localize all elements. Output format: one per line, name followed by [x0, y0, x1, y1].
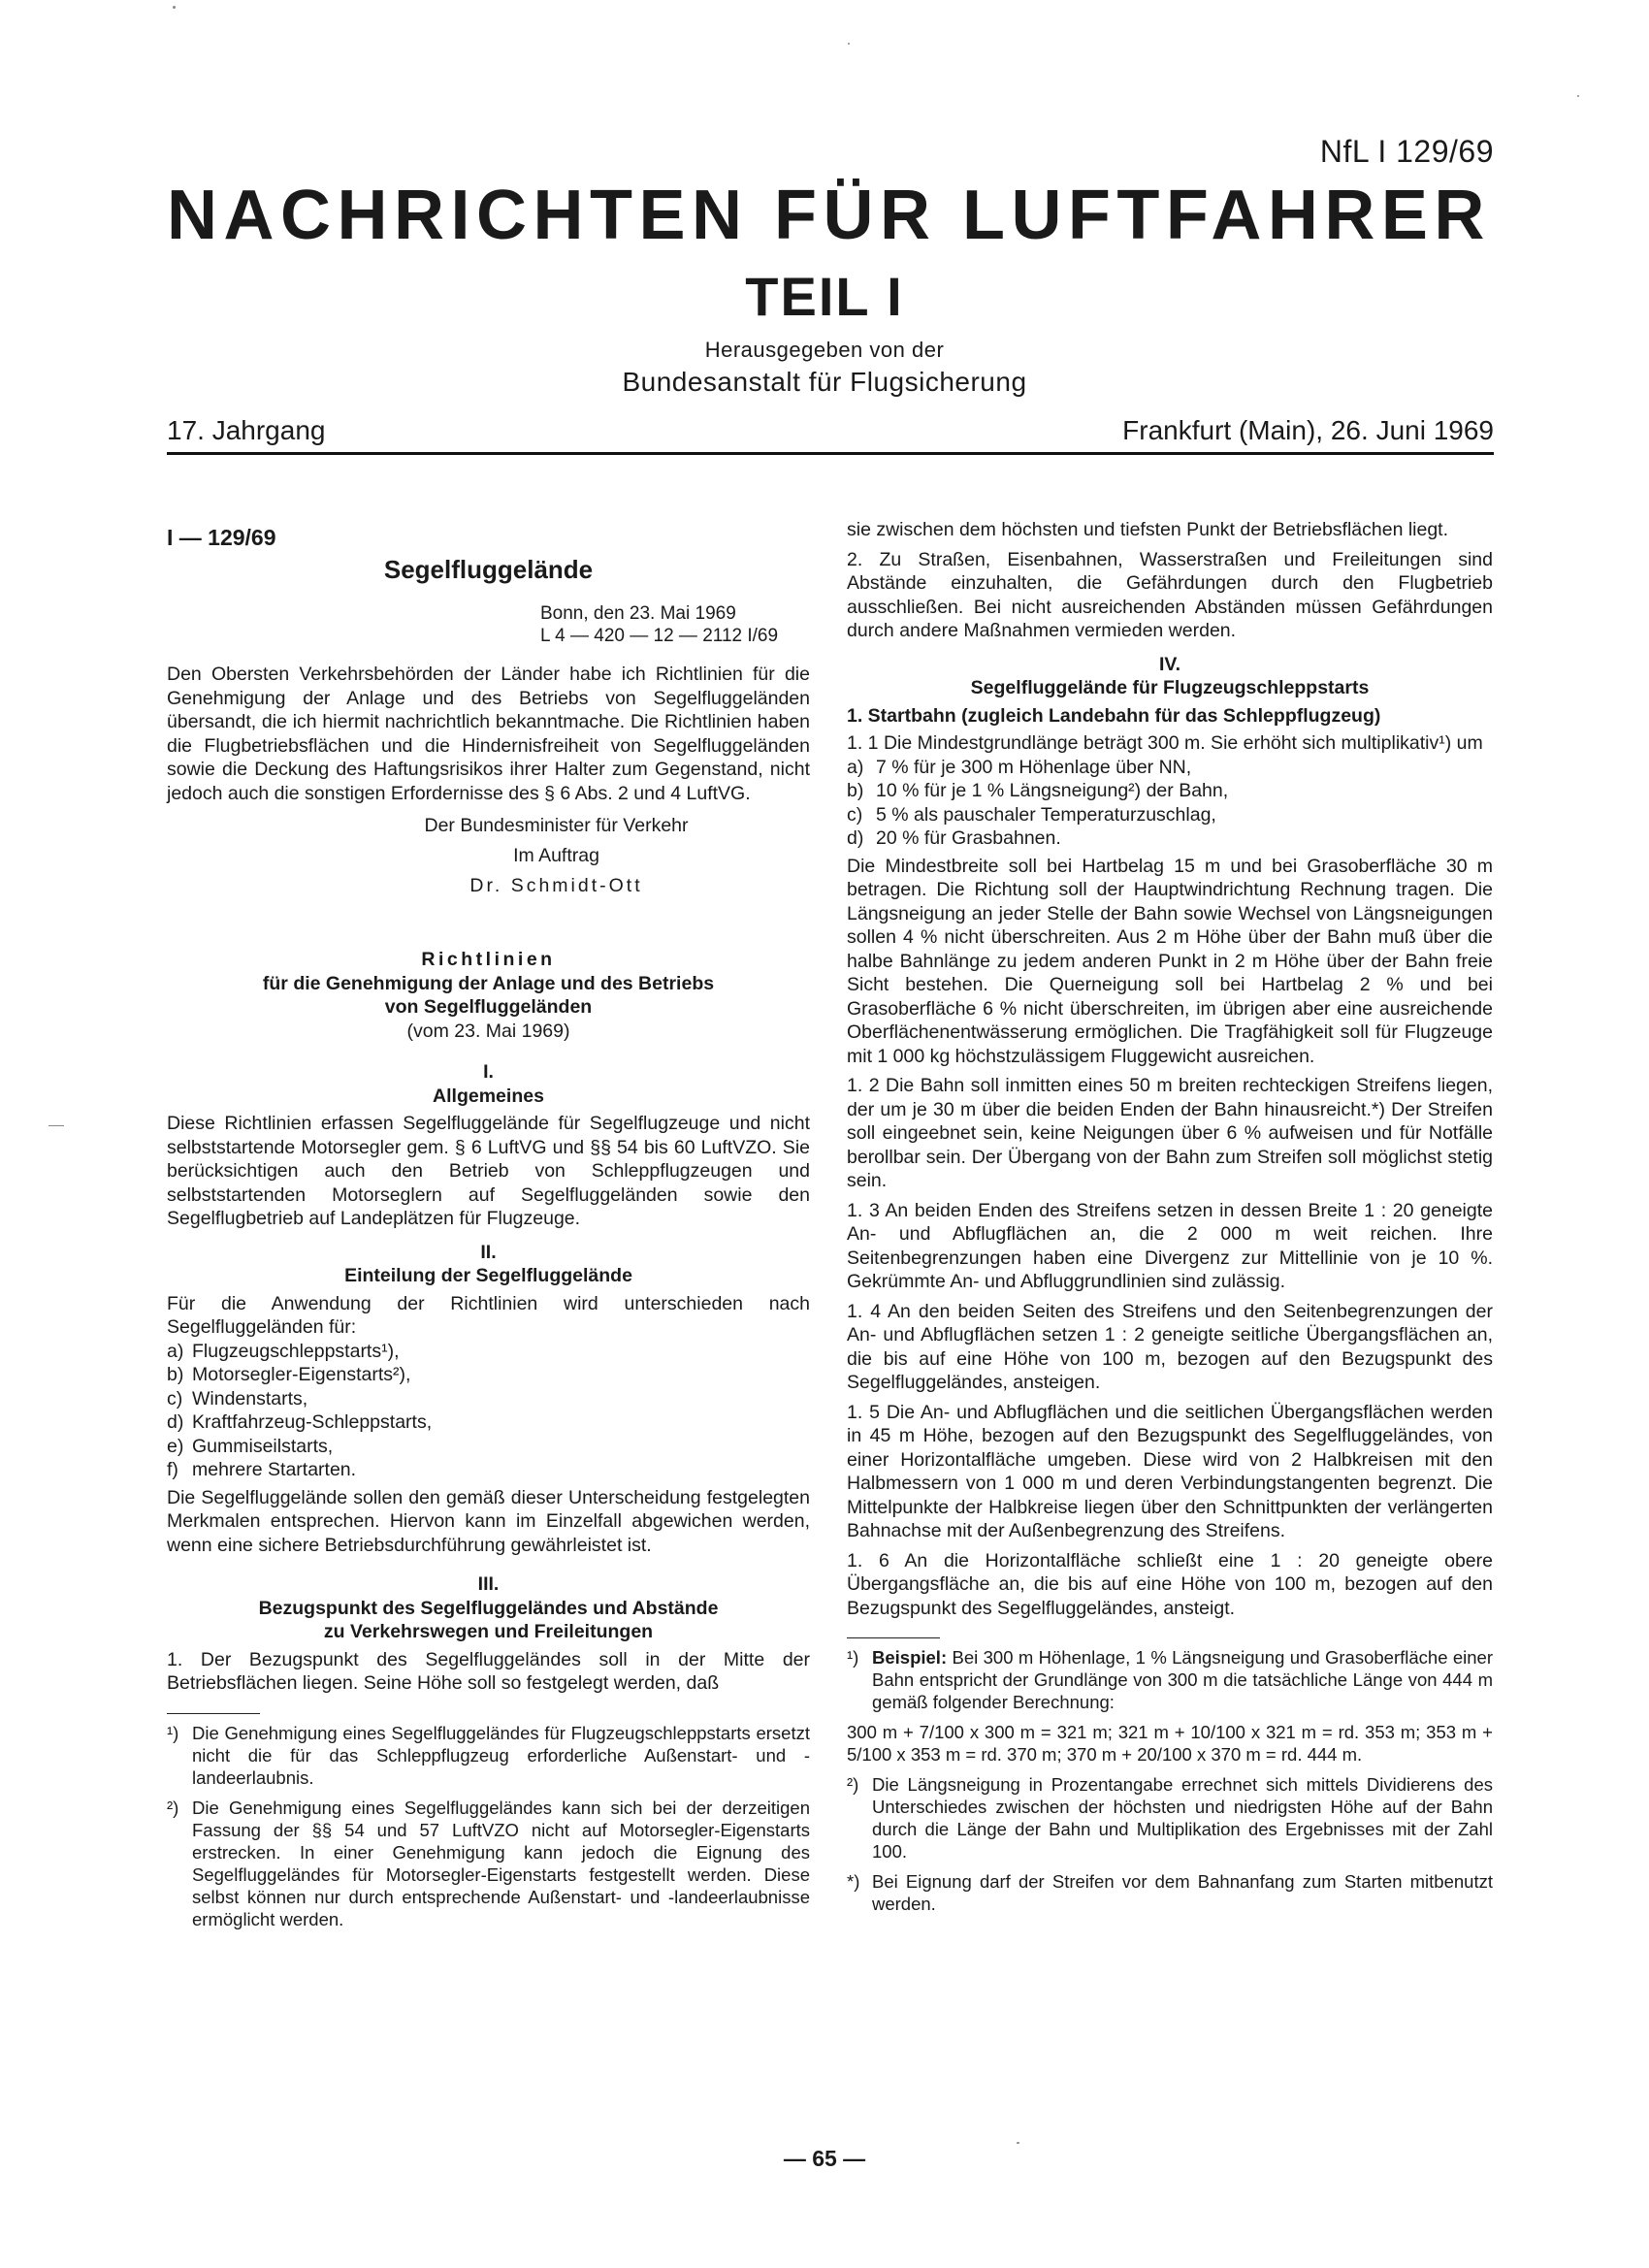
footnote-mark: ²)	[847, 1774, 859, 1795]
footnote	[167, 1797, 810, 1930]
list-item	[167, 1340, 810, 1364]
section-text: Für die Anwendung der Richtlinien wird unterschieden nach Segelfluggeländen für:	[167, 1292, 810, 1338]
list-label: a)	[847, 756, 864, 778]
section-number: III.	[477, 1573, 500, 1595]
list-text: mehrere Startarten.	[192, 1459, 357, 1480]
section-text: 1. 6 An die Horizontalfläche schließt eine 1 : 20 geneigte obere Übergangsfläche an, die bis auf eine Höhe von 100 m, bezogen auf den Bezugspunkt des Segelfluggeländes, ansteigt.	[847, 1549, 1493, 1619]
notice-heading: Segelfluggelände	[383, 554, 594, 584]
guidelines-subtitle: von Segelfluggeländen	[384, 996, 593, 1018]
place-date: Frankfurt (Main), 26. Juni 1969	[1122, 415, 1494, 445]
list-text: 7 % für je 300 m Höhenlage über NN,	[876, 756, 1192, 778]
category-list	[167, 1340, 810, 1482]
section-title: Segelfluggelände für Flugzeugschleppstarts	[970, 677, 1370, 698]
section-text: 1. Der Bezugspunkt des Segelfluggeländes soll in der Mitte der Betriebsflächen liegen. Seine Höhe soll so festgelegt werden, daß	[167, 1648, 810, 1694]
page-number: — 65 —	[783, 2146, 866, 2171]
notice-place-date: Bonn, den 23. Mai 1969	[540, 603, 736, 624]
scan-speck	[173, 6, 176, 9]
section-text: Diese Richtlinien erfassen Segelfluggelände für Segelflugzeuge und nicht selbststartende Motorsegler gem. § 6 LuftVG und §§ 54 bis 60 LuftVZO. Sie berücksichtigen auch den Betrieb von Schleppflugzeugen und selbststartenden Motorseglern auf Segelfluggeländen sowie den Segelflugbetrieb auf Landeplätzen für Flugzeuge.	[167, 1113, 810, 1229]
footnote-text: Die Genehmigung eines Segelfluggeländes kann sich bei der derzeitigen Fassung der §§ 54 und 57 LuftVZO nicht auf Motorsegler-Eigenstarts erstrecken. In einer Genehmigung kann jedoch die Eignung des Segelfluggeländes für Motorsegler-Eigenstarts festgestellt werden. Diese selbst können nur durch entsprechende Außenstart- und -landeerlaubnisse ermöglicht werden.	[192, 1797, 810, 1929]
scan-speck	[48, 1125, 64, 1126]
list-label: b)	[167, 1364, 184, 1385]
footnote-text: Die Genehmigung eines Segelfluggeländes für Flugzeugschleppstarts ersetzt nicht die für das Schleppflugzeug erforderliche Außenstart- und -landeerlaubnis.	[192, 1722, 810, 1788]
list-label: c)	[847, 803, 863, 826]
publication-part: TEIL I	[745, 266, 904, 327]
guidelines-subtitle: für die Genehmigung der Anlage und des Betriebs	[262, 972, 715, 994]
section-text: 1. 4 An den beiden Seiten des Streifens und den Seitenbegrenzungen der An- und Abflugflächen setzen 1 : 2 geneigte seitliche Übergangsflächen an, die bis auf eine Höhe von 100 m, bezogen auf den Bezugspunkt des Segelfluggeländes, ansteigen.	[847, 1300, 1493, 1393]
list-item	[167, 1435, 810, 1459]
list-text: Flugzeugschleppstarts¹),	[192, 1340, 400, 1362]
section-text: 1. 5 Die An- und Abflugflächen und die seitlichen Übergangsflächen werden in 45 m Höhe, bezogen auf den Bezugspunkt des Segelfluggeländes, von einer Horizontalfläche umgeben. Diese wird von 2 Halbkreisen mit den Halbmessern von 1 000 m und deren Verbindungstangenten begrenzt. Die Mittelpunkte der Halbkreise liegen über den Schnittpunkten der verlängerten Bahnachse mit der Außenbegrenzung des Streifens.	[847, 1401, 1493, 1541]
list-label: d)	[167, 1411, 184, 1433]
footnote	[167, 1722, 810, 1789]
footnote-mark: ¹)	[847, 1647, 859, 1668]
section-title: zu Verkehrswegen und Freileitungen	[323, 1621, 654, 1642]
footnote	[847, 1773, 1493, 1863]
scan-speck	[1577, 95, 1579, 97]
publication-title: NACHRICHTEN FÜR LUFTFAHRER	[167, 177, 1491, 254]
scan-speck	[1017, 2142, 1019, 2144]
list-item	[167, 1363, 810, 1387]
footnote-rule	[167, 1713, 260, 1714]
guidelines-title: Richtlinien	[421, 949, 556, 970]
list-label: e)	[167, 1435, 184, 1457]
list-item	[847, 756, 1493, 780]
list-item	[167, 1387, 810, 1411]
factor-list	[847, 756, 1493, 851]
list-label: b)	[847, 780, 864, 801]
section-number: IV.	[1158, 653, 1181, 675]
footnote-mark: ²)	[167, 1797, 179, 1818]
left-column	[167, 518, 810, 1938]
section-number: II.	[480, 1241, 497, 1263]
list-text: Windenstarts,	[192, 1387, 308, 1409]
footnote-label: Beispiel:	[872, 1647, 948, 1668]
notice-dateline	[540, 602, 810, 647]
list-text: 5 % als pauschaler Temperaturzuschlag,	[876, 803, 1216, 826]
signature-line: Im Auftrag	[513, 845, 599, 866]
signature-block	[303, 811, 810, 901]
notice-reference: L 4 — 420 — 12 — 2112 I/69	[540, 626, 779, 646]
footnote-mark: ¹)	[167, 1722, 179, 1743]
guidelines-date: (vom 23. Mai 1969)	[406, 1020, 570, 1042]
section-text: 1. 3 An beiden Enden des Streifens setzen in dessen Breite 1 : 20 geneigte An- und Abflugflächen an, die 2 000 m weit reichen. Ihre Seitenbegrenzungen haben eine Divergenz zur Mittellinie von je 10 %. Gekrümmte An- und Abfluggrundlinien sind zulässig.	[847, 1199, 1493, 1292]
section-text: 2. Zu Straßen, Eisenbahnen, Wasserstraßen und Freileitungen sind Abstände einzuhalten, die Gefährdungen durch den Flugbetrieb ausschließen. Bei nicht ausreichenden Abständen müssen Gefährdungen durch andere Maßnahmen vermieden werden.	[847, 548, 1493, 641]
signature-name: Dr. Schmidt-Ott	[469, 875, 643, 896]
notice-body: Den Obersten Verkehrsbehörden der Länder habe ich Richtlinien für die Genehmigung der Anlage und des Betriebs von Segelfluggeländen übersandt, die ich hiermit nachrichtlich bekanntmache. Die Richtlinien haben die Flugbetriebsflächen und die Hindernisfreiheit von Segelfluggeländen sowie die Deckung des Haftungsrisikos ihrer Halter zum Gegenstand, nicht jedoch auch die sonstigen Erfordernisse des § 6 Abs. 2 und 4 LuftVG.	[167, 664, 810, 804]
publisher-intro: Herausgegeben von der	[704, 338, 945, 362]
right-column	[847, 518, 1493, 1923]
section-text: Die Segelfluggelände sollen den gemäß dieser Unterscheidung festgelegten Merkmalen entsprechen. Hiervon kann im Einzelfall abgewichen werden, wenn eine sichere Betriebsdurchführung gewährleistet ist.	[167, 1486, 810, 1556]
section-title: Bezugspunkt des Segelfluggeländes und Abstände	[258, 1597, 719, 1619]
footnote-calculation: 300 m + 7/100 x 300 m = 321 m; 321 m + 10/100 x 321 m = rd. 353 m; 353 m + 5/100 x 353 m = rd. 370 m; 370 m + 20/100 x 370 m = rd. 444 m.	[847, 1722, 1493, 1765]
section-title: Einteilung der Segelfluggelände	[344, 1265, 632, 1286]
list-item	[847, 826, 1493, 851]
list-text: Kraftfahrzeug-Schleppstarts,	[192, 1411, 433, 1433]
list-item	[847, 803, 1493, 827]
issue-reference: NfL I 129/69	[1319, 134, 1494, 169]
list-text: 20 % für Grasbahnen.	[876, 827, 1061, 849]
section-text: Die Mindestbreite soll bei Hartbelag 15 m und bei Grasoberfläche 30 m betragen. Die Richtung soll der Hauptwindrichtung Rechnung tragen. Die Längsneigung an jeder Stelle der Bahn sowie Wechsel von Längsneigungen sollen 4 % nicht überschreiten. Aus 2 m Höhe über der Bahn muß über die halbe Bahnlänge zu jedem anderen Punkt in 2 m Höhe über der Bahn freie Sicht bestehen. Die Querneigung soll bei Hartbelag 2 % und bei Grasoberfläche 6 % nicht überschreiten, im übrigen aber eine ausreichende Oberflächenentwässerung ermöglichen. Die Tragfähigkeit soll für Flugzeuge mit 1 000 kg höchstzulässigem Fluggewicht ausreichen.	[847, 855, 1493, 1067]
list-item	[167, 1410, 810, 1435]
subsection-title: 1. Startbahn (zugleich Landebahn für das Schleppflugzeug)	[847, 704, 1381, 727]
list-item	[847, 779, 1493, 803]
section-text: 1. 1 Die Mindestgrundlänge beträgt 300 m. Sie erhöht sich multiplikativ¹) um	[847, 732, 1483, 754]
list-label: f)	[167, 1459, 178, 1480]
signature-line: Der Bundesminister für Verkehr	[424, 815, 689, 836]
footnote	[847, 1870, 1493, 1915]
footnote-text: Bei Eignung darf der Streifen vor dem Bahnanfang zum Starten mitbenutzt werden.	[872, 1871, 1493, 1914]
list-label: a)	[167, 1340, 184, 1362]
list-text: Gummiseilstarts,	[192, 1435, 334, 1457]
list-text: Motorsegler-Eigenstarts²),	[192, 1364, 411, 1385]
list-label: d)	[847, 827, 864, 849]
list-label: c)	[167, 1387, 183, 1409]
footnote-body	[872, 1646, 1493, 1713]
footnote-text: Bei 300 m Höhenlage, 1 % Längsneigung und Grasoberfläche einer Bahn entspricht der Grundlänge von 300 m die tatsächliche Länge von 444 m gemäß folgender Berechnung:	[872, 1647, 1494, 1712]
header-rule	[167, 452, 1494, 455]
list-item	[167, 1458, 810, 1482]
notice-number: I — 129/69	[167, 525, 276, 550]
section-text: 1. 2 Die Bahn soll inmitten eines 50 m breiten rechteckigen Streifens liegen, der um je 30 m über die beiden Enden der Bahn hinausreicht.*) Der Streifen soll eingeebnet sein, keine Neigungen über 6 % aufweisen und für Notfälle berollbar sein. Der Übergang von der Bahn zum Streifen soll möglichst stetig sein.	[847, 1075, 1493, 1191]
publisher-name: Bundesanstalt für Flugsicherung	[622, 367, 1027, 397]
section-number: I.	[483, 1061, 494, 1083]
footnote-mark: *)	[847, 1871, 860, 1892]
section-text: sie zwischen dem höchsten und tiefsten Punkt der Betriebsflächen liegt.	[847, 519, 1449, 540]
list-text: 10 % für je 1 % Längsneigung²) der Bahn,	[876, 780, 1229, 801]
scan-speck	[848, 43, 850, 45]
volume-label: 17. Jahrgang	[167, 415, 326, 445]
footnote-text: Die Längsneigung in Prozentangabe errechnet sich mittels Dividierens des Unterschiedes zwischen der höchsten und niedrigsten Höhe auf der Bahn durch die Länge der Bahn und Multiplikation des Ergebnisses mit der Zahl 100.	[872, 1774, 1493, 1862]
footnote	[847, 1646, 1493, 1713]
footnote-rule	[847, 1637, 940, 1638]
section-title: Allgemeines	[433, 1085, 544, 1107]
